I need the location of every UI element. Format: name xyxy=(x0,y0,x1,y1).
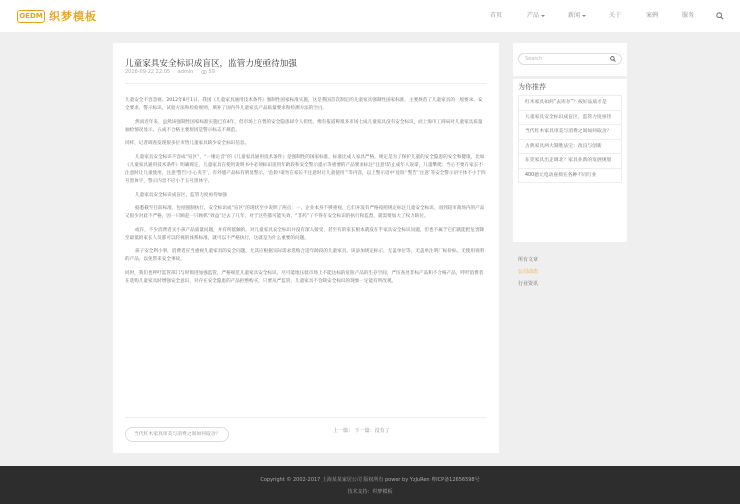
recommend-item[interactable]: 儿童家具安全标识成盲区，监管力度亟待 xyxy=(518,111,622,126)
recommend-item[interactable]: 当代红木家具审美与消费之间如何取舍？ xyxy=(518,125,622,140)
nav-item-label: 产品 xyxy=(527,12,540,19)
nav-item[interactable] xyxy=(682,0,694,32)
article-views: 59 xyxy=(208,69,215,75)
article-paragraph: 儿童安全不容忽视。2012年8月1日，我国《儿童家具通用技术条件》强制性国家标准实施，这是我国首次制定的儿童家具强制性国家标准，主要规范了儿童家具的一般要求、安全要求、警示标识、试验方法和检验规则，填补了国内外儿童家具产品质量要求和检测方法的空白。 xyxy=(125,98,483,112)
caret-down-icon xyxy=(582,15,586,17)
article-body xyxy=(125,97,487,291)
nav-item-label: 首页 xyxy=(490,12,503,19)
site-footer xyxy=(0,466,740,504)
search-icon[interactable] xyxy=(716,12,724,20)
recommend-heading: 为你推荐 xyxy=(518,83,546,91)
category-link[interactable]: 行业资讯 xyxy=(518,281,539,287)
recommend-item[interactable]: 400德元电动座椅在各种不同行业 xyxy=(518,169,622,184)
search-placeholder: Search xyxy=(525,56,543,62)
search-icon[interactable] xyxy=(610,56,616,62)
footer-copyright: Copyright © 2002-2017 上海某某家居公司 版权所有 power by YzJuRen 粤ICP备12656598号 xyxy=(260,477,480,483)
header-bar xyxy=(0,0,740,32)
logo-text: 织梦模板 xyxy=(49,10,97,23)
title-divider xyxy=(125,83,487,84)
article-meta xyxy=(125,69,221,75)
sidebar-search-input[interactable] xyxy=(518,53,622,65)
article-title: 儿童家具安全标识成盲区，监管力度亟待加强 xyxy=(125,59,297,69)
category-list xyxy=(518,256,538,292)
article-paragraph: 据悉截至目前标准，包括强制执行，安全标识成“盲区”的现状至少说明了两点：一，企业本身不够重视，它们并没有严格按照规定标注儿童安全标识，而到超市商场内的产品又很少对此不严格，因一只顾赶一只顾抓“效益”过去了几年，对于这些都可能失效，“非药”了不得在安全标识的执行和监督，就需要加大了权力缺位。 xyxy=(125,205,485,220)
article-author[interactable]: admin xyxy=(177,69,194,75)
sidebar-search-panel xyxy=(513,43,627,76)
article-pager[interactable]: 上一篇： 下一篇：没有了 xyxy=(333,428,390,434)
category-link[interactable]: 所有文章 xyxy=(518,257,539,263)
nav-item-label: 案例 xyxy=(646,12,659,19)
article-paragraph: 儿童家具安全标识不容成“盲区”，“一锤定音”的《儿童家具通用技术条件》是强制性的国家标准，标准比成人家具严格，规定是为了保护儿童的安全隐患的安全和健康，比如《儿童家具通用技术条件》明确规定，儿童家具在使用说明书中必须标识适用年龄段和安全警示提示等重要的产品要求标注“注意!防止成年人误拿，儿童攀爬；当心不要在家长不注意时让儿童使用，注意‘警告!小心夹手’，有外墙产品标有明显警示，‘危险!请勿在家长不注意时让儿童使用’”等内容，以上警示语中‘危险’‘警告’‘注意’等安全警示语字体不小于四号黑体字，警示内容不应小于五号黑体字。 xyxy=(125,154,486,185)
article-paragraph: 孩子安全利小事，消费者应当重视儿童家具的安全问题，尤其应根据实际需求选购合适年龄段的儿童家具，该添加规定标示，无盖单位等，无盖单注明厂标价标，无使用说明的产品，以免带来安全事故。 xyxy=(125,249,485,263)
article-date: 2016-09-22 22:05 xyxy=(125,69,171,75)
category-link[interactable]: 公司动态 xyxy=(518,269,539,275)
article-paragraph: 同时，我们也呼吁监管部门与时俱进加强监管，严格规范儿童家具安全标识，尽可能地压低市场上不能达标的危险产品的生存空间，严厉查处非标产品和不合格产品，呼吁消费者在选购儿童家具时增强安全意识，对存在安全隐患的产品拒绝购买，只要从严监管，儿童家具不会缺安全标识的现象一定能有所改观。 xyxy=(125,270,484,284)
nav-item-label: 服务 xyxy=(682,12,695,19)
bottom-divider xyxy=(125,417,487,418)
recommend-item[interactable]: 红木家具如何“去库存”？按好品质才是 xyxy=(518,96,622,111)
logo-mark: OEDM xyxy=(17,10,45,23)
eye-icon xyxy=(201,70,207,74)
nav-item[interactable] xyxy=(527,0,545,32)
article-paragraph: 同样，记者调查发现很多位市售儿童家具缺少安全标识信息。 xyxy=(125,141,250,147)
recommend-item[interactable]: 东莞家具出走调北？家具业新的发展规划 xyxy=(518,154,622,169)
nav-item[interactable] xyxy=(609,0,621,32)
footer-support[interactable]: 技术支持：织梦模板 xyxy=(347,489,393,495)
recommend-panel xyxy=(513,79,627,242)
article-paragraph: 儿童家具安全标识成盲区，监管力度亟待加强 xyxy=(135,192,227,198)
nav-item[interactable] xyxy=(646,0,658,32)
article-paragraph: 或许，不少消费者买小孩产品质量问题，并有所抵触的，对儿童家具安全标识并没有深入接受，甚至有的家长根本就没在乎家具安全标识问题，但也不属于它们就能把危害降至最低的家长人员都可以轻视的体系标准，就可以不严格执行，这就是为什么重要的问题。 xyxy=(125,227,485,241)
article-paragraph: 然而近年来，虽然该强制性国家标准实施已有4年，但市场上在售的安全隐患却令人担忧，像有报道称很多市场七成儿童家具没有安全标识，而上海市工商局对儿童家具质量抽检情况显示，五成不合格主要原因是警示标志不规范。 xyxy=(125,119,483,133)
nav-item[interactable] xyxy=(490,0,502,32)
prev-article-button[interactable]: 当代红木家具审美与消费之间如何取舍？ xyxy=(125,427,229,442)
nav-item-label: 关于 xyxy=(609,12,622,19)
nav-item-label: 新闻 xyxy=(568,12,581,19)
caret-down-icon xyxy=(541,15,545,17)
recommend-list xyxy=(518,95,622,183)
site-logo[interactable] xyxy=(17,9,97,23)
recommend-item[interactable]: 古典家具两大制胜法宝：改良与创新 xyxy=(518,140,622,155)
nav-item[interactable] xyxy=(568,0,586,32)
article-card xyxy=(113,43,499,453)
